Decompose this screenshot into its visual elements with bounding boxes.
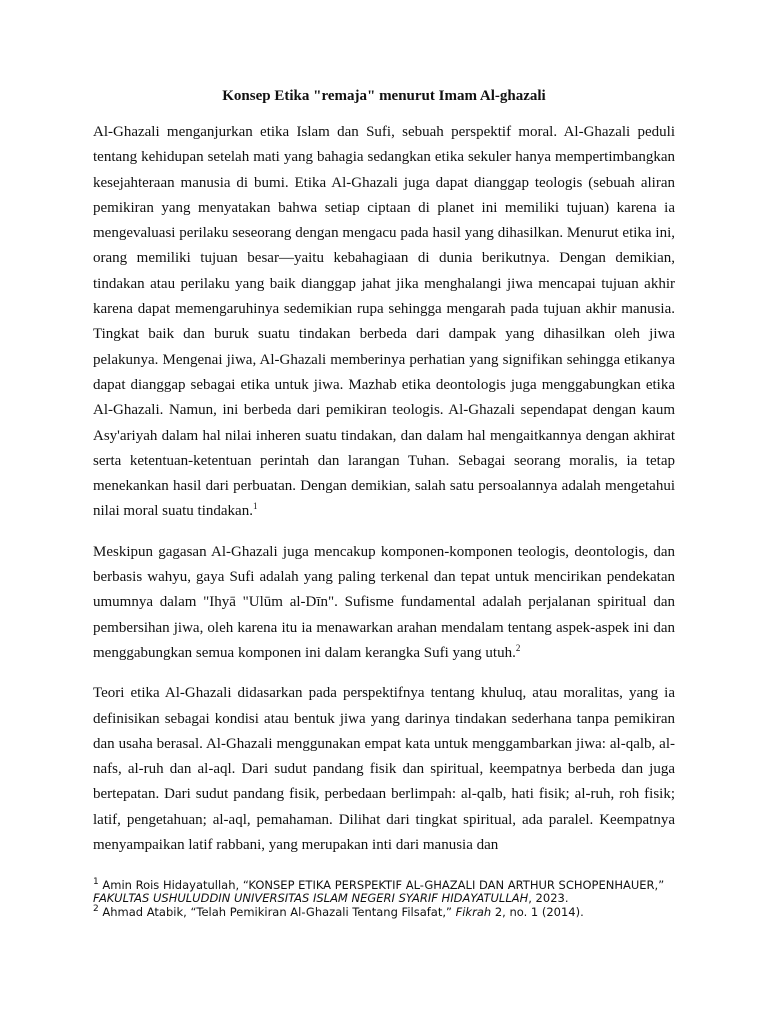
paragraph-2: [93, 540, 675, 666]
paragraph-3: [93, 681, 675, 858]
footnote-ref-1[interactable]: 1: [252, 501, 258, 512]
footnote-2-source: Fikrah: [455, 904, 492, 919]
footnote-1: [93, 879, 693, 906]
footnote-ref-2[interactable]: 2: [515, 642, 521, 653]
footnote-1-mark: 1: [93, 877, 99, 888]
paragraph-1-text: Al-Ghazali menganjurkan etika Islam dan Sufi, sebuah perspektif moral. Al-Ghazali peduli tentang kehidupan setelah mati yang bahagia sedangkan etika sekuler hanya mempertimbangkan kesejahteraan manusia di bumi. Etika Al-Ghazali juga dapat dianggap teologis (sebuah aliran pemikiran yang menyatakan bahwa setiap ciptaan di planet ini memiliki tujuan) karena ia mengevaluasi perilaku seseorang dengan mengacu pada hasil yang dihasilkan. Menurut etika ini, orang memiliki tujuan besar—yaitu kebahagiaan di dunia berikutnya. Dengan demikian, tindakan atau perilaku yang baik dianggap jahat jika menghalangi jiwa mencapai tujuan akhir karena dapat memengaruhinya sedemikian rupa sehingga mengarah pada tujuan akhir manusia. Tingkat baik dan buruk suatu tindakan berbeda dari dampak yang dihasilkan oleh jiwa pelakunya. Mengenai jiwa, Al-Ghazali memberinya perhatian yang signifikan sehingga etikanya dapat dianggap sebagai etika untuk jiwa. Mazhab etika deontologis juga menggabungkan etika Al-Ghazali. Namun, ini berbeda dari pemikiran teologis. Al-Ghazali sependapat dengan kaum Asy'ariyah dalam hal nilai inheren suatu tindakan, dan dalam hal mengaitkannya dengan akhirat serta ketentuan-ketentuan perintah dan larangan Tuhan. Sebagai seorang moralis, ia tetap menekankan hasil dari perbuatan. Dengan demikian, salah satu persoalannya adalah mengetahui nilai moral suatu tindakan.: [93, 124, 675, 520]
page-title: Konsep Etika "remaja" menurut Imam Al-ghazali: [222, 88, 546, 104]
footnote-1-pre: Amin Rois Hidayatullah, “KONSEP ETIKA PERSPEKTIF AL-GHAZALI DAN ARTHUR SCHOPENHAUER,”: [102, 878, 665, 892]
paragraph-2-text: Meskipun gagasan Al-Ghazali juga mencakup komponen-komponen teologis, deontologis, dan berbasis wahyu, gaya Sufi adalah yang paling terkenal dan tepat untuk mencirikan pendekatan umumnya dalam "Ihyā "Ulūm al-Dīn". Sufisme fundamental adalah perjalanan spiritual dan pembersihan jiwa, oleh karena itu ia menawarkan arahan mendalam tentang aspek-aspek ini dan menggabungkan semua komponen ini dalam kerangka Sufi yang utuh.: [93, 543, 675, 661]
body-text: [93, 120, 675, 858]
paragraph-1: [93, 120, 675, 525]
footnote-2-mark: 2: [93, 903, 99, 914]
footnote-2-post: 2, no. 1 (2014).: [491, 904, 584, 919]
footnote-2: [93, 903, 693, 919]
footnotes: [93, 879, 693, 919]
footnote-1-source: FAKULTAS USHULUDDIN UNIVERSITAS ISLAM NEGERI SYARIF HIDAYATULLAH: [93, 891, 529, 906]
paragraph-3-text: Teori etika Al-Ghazali didasarkan pada perspektifnya tentang khuluq, atau moralitas, yang ia definisikan sebagai kondisi atau bentuk jiwa yang darinya tindakan sederhana tanpa pemikiran dan usaha berasal. Al-Ghazali menggunakan empat kata untuk menggambarkan jiwa: al-qalb, al-nafs, al-ruh dan al-aql. Dari sudut pandang fisik dan spiritual, keempatnya berbeda dan juga bertepatan. Dari sudut pandang fisik, perbedaan berlimpah: al-qalb, hati fisik; al-ruh, roh fisik; latif, pengetahuan; al-aql, pemahaman. Dilihat dari tingkat spiritual, ada paralel. Keempatnya menyampaikan latif rabbani, yang merupakan inti dari manusia dan: [93, 685, 675, 854]
footnote-1-post: , 2023.: [528, 891, 569, 906]
footnote-2-pre: Ahmad Atabik, “Telah Pemikiran Al-Ghazali Tentang Filsafat,”: [102, 904, 456, 919]
